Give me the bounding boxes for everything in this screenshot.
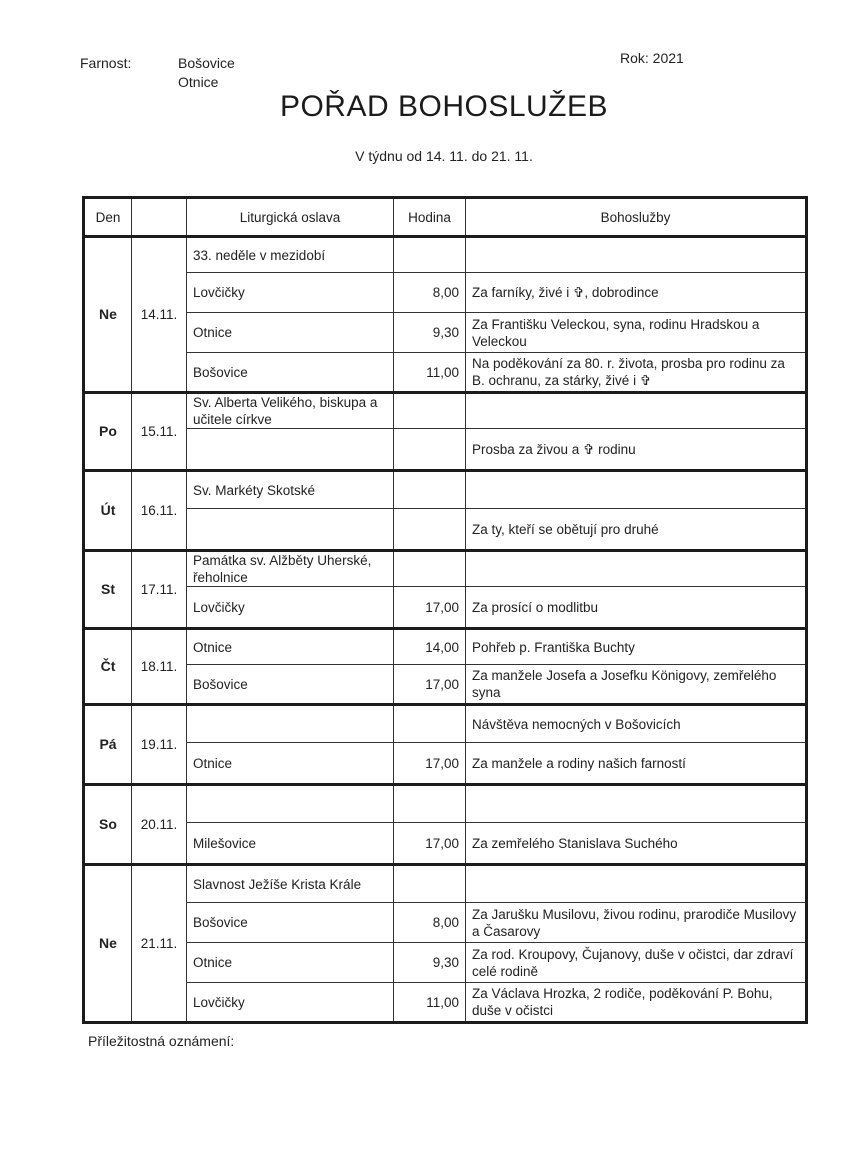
table-row (84, 865, 807, 903)
celebration-cell: Otnice (187, 943, 394, 983)
service-cell (466, 551, 807, 587)
parish-label: Farnost: (80, 55, 132, 71)
table-header-row (84, 198, 807, 237)
service-cell: Za Františku Veleckou, syna, rodinu Hradskou a Veleckou (466, 313, 807, 353)
service-cell: Za rod. Kroupovy, Čujanovy, duše v očistci, dar zdraví celé rodině (466, 943, 807, 983)
celebration-cell: Sv. Alberta Velikého, biskupa a učitele církve (187, 393, 394, 429)
service-cell (466, 865, 807, 903)
celebration-cell: Bošovice (187, 353, 394, 393)
hour-cell: 14,00 (394, 629, 466, 665)
day-cell: Čt (84, 629, 132, 705)
celebration-cell: Otnice (187, 313, 394, 353)
service-cell: Za prosící o modlitbu (466, 587, 807, 629)
table-row (84, 313, 807, 353)
hour-cell: 8,00 (394, 273, 466, 313)
schedule-body (84, 237, 807, 1023)
table-row (84, 471, 807, 509)
celebration-cell: Milešovice (187, 823, 394, 865)
column-header-day: Den (84, 198, 132, 237)
page-title: POŘAD BOHOSLUŽEB (279, 90, 609, 123)
table-row (84, 393, 807, 429)
service-cell: Na poděkování za 80. r. života, prosba pro rodinu za B. ochranu, za stárky, živé i ✞ (466, 353, 807, 393)
hour-cell (394, 865, 466, 903)
date-cell: 16.11. (132, 471, 187, 551)
table-row (84, 983, 807, 1023)
hour-cell: 17,00 (394, 587, 466, 629)
service-cell: Za ty, kteří se obětují pro druhé (466, 509, 807, 551)
hour-cell: 11,00 (394, 353, 466, 393)
celebration-cell: Slavnost Ježíše Krista Krále (187, 865, 394, 903)
service-cell: Za zemřelého Stanislava Suchého (466, 823, 807, 865)
celebration-cell: Bošovice (187, 665, 394, 705)
day-cell: Pá (84, 705, 132, 785)
service-cell: Za manžele a rodiny našich farností (466, 743, 807, 785)
table-row (84, 273, 807, 313)
date-cell: 15.11. (132, 393, 187, 471)
celebration-cell (187, 429, 394, 471)
year-label: Rok: 2021 (620, 50, 684, 66)
table-row (84, 743, 807, 785)
hour-cell (394, 429, 466, 471)
celebration-cell: Otnice (187, 743, 394, 785)
celebration-cell: Lovčičky (187, 983, 394, 1023)
celebration-cell: Otnice (187, 629, 394, 665)
service-cell: Návštěva nemocných v Bošovicích (466, 705, 807, 743)
hour-cell (394, 509, 466, 551)
date-cell: 17.11. (132, 551, 187, 629)
hour-cell (394, 471, 466, 509)
day-cell: Ne (84, 237, 132, 393)
service-cell: Pohřeb p. Františka Buchty (466, 629, 807, 665)
service-cell (466, 237, 807, 273)
hour-cell (394, 237, 466, 273)
hour-cell: 17,00 (394, 665, 466, 705)
date-cell: 20.11. (132, 785, 187, 865)
celebration-cell: Lovčičky (187, 273, 394, 313)
table-row (84, 429, 807, 471)
day-cell: So (84, 785, 132, 865)
celebration-cell: Památka sv. Alžběty Uherské, řeholnice (187, 551, 394, 587)
date-cell: 14.11. (132, 237, 187, 393)
parish-name: Otnice (178, 74, 219, 90)
day-cell: Po (84, 393, 132, 471)
service-cell: Za Jarušku Musilovu, živou rodinu, prarodiče Musilovy a Časarovy (466, 903, 807, 943)
service-cell: Za Václava Hrozka, 2 rodiče, poděkování P. Bohu, duše v očistci (466, 983, 807, 1023)
table-row (84, 629, 807, 665)
celebration-cell: 33. neděle v mezidobí (187, 237, 394, 273)
hour-cell: 9,30 (394, 313, 466, 353)
column-header-date (132, 198, 187, 237)
celebration-cell: Bošovice (187, 903, 394, 943)
table-row (84, 785, 807, 823)
hour-cell: 17,00 (394, 823, 466, 865)
column-header-services: Bohoslužby (466, 198, 807, 237)
table-row (84, 587, 807, 629)
celebration-cell (187, 509, 394, 551)
celebration-cell: Lovčičky (187, 587, 394, 629)
service-cell (466, 785, 807, 823)
table-row (84, 509, 807, 551)
service-cell: Prosba za živou a ✞ rodinu (466, 429, 807, 471)
service-cell (466, 393, 807, 429)
day-cell: Út (84, 471, 132, 551)
celebration-cell: Sv. Markéty Skotské (187, 471, 394, 509)
table-row (84, 237, 807, 273)
table-row (84, 353, 807, 393)
service-cell: Za farníky, živé i ✞, dobrodince (466, 273, 807, 313)
parish-name: Bošovice (178, 55, 235, 71)
parish-names (178, 54, 235, 92)
hour-cell (394, 705, 466, 743)
celebration-cell (187, 785, 394, 823)
service-cell: Za manžele Josefa a Josefku Königovy, zemřelého syna (466, 665, 807, 705)
column-header-celebration: Liturgická oslava (187, 198, 394, 237)
table-row (84, 665, 807, 705)
announcements-label: Příležitostná oznámení: (88, 1033, 235, 1049)
hour-cell (394, 551, 466, 587)
hour-cell: 9,30 (394, 943, 466, 983)
table-row (84, 705, 807, 743)
day-cell: St (84, 551, 132, 629)
schedule-table (82, 196, 808, 1024)
column-header-hour: Hodina (394, 198, 466, 237)
hour-cell (394, 393, 466, 429)
hour-cell: 8,00 (394, 903, 466, 943)
table-row (84, 823, 807, 865)
hour-cell: 17,00 (394, 743, 466, 785)
date-cell: 18.11. (132, 629, 187, 705)
service-cell (466, 471, 807, 509)
celebration-cell (187, 705, 394, 743)
date-cell: 21.11. (132, 865, 187, 1023)
hour-cell: 11,00 (394, 983, 466, 1023)
date-cell: 19.11. (132, 705, 187, 785)
table-row (84, 551, 807, 587)
day-cell: Ne (84, 865, 132, 1023)
table-row (84, 943, 807, 983)
week-range: V týdnu od 14. 11. do 21. 11. (355, 148, 533, 164)
hour-cell (394, 785, 466, 823)
table-row (84, 903, 807, 943)
